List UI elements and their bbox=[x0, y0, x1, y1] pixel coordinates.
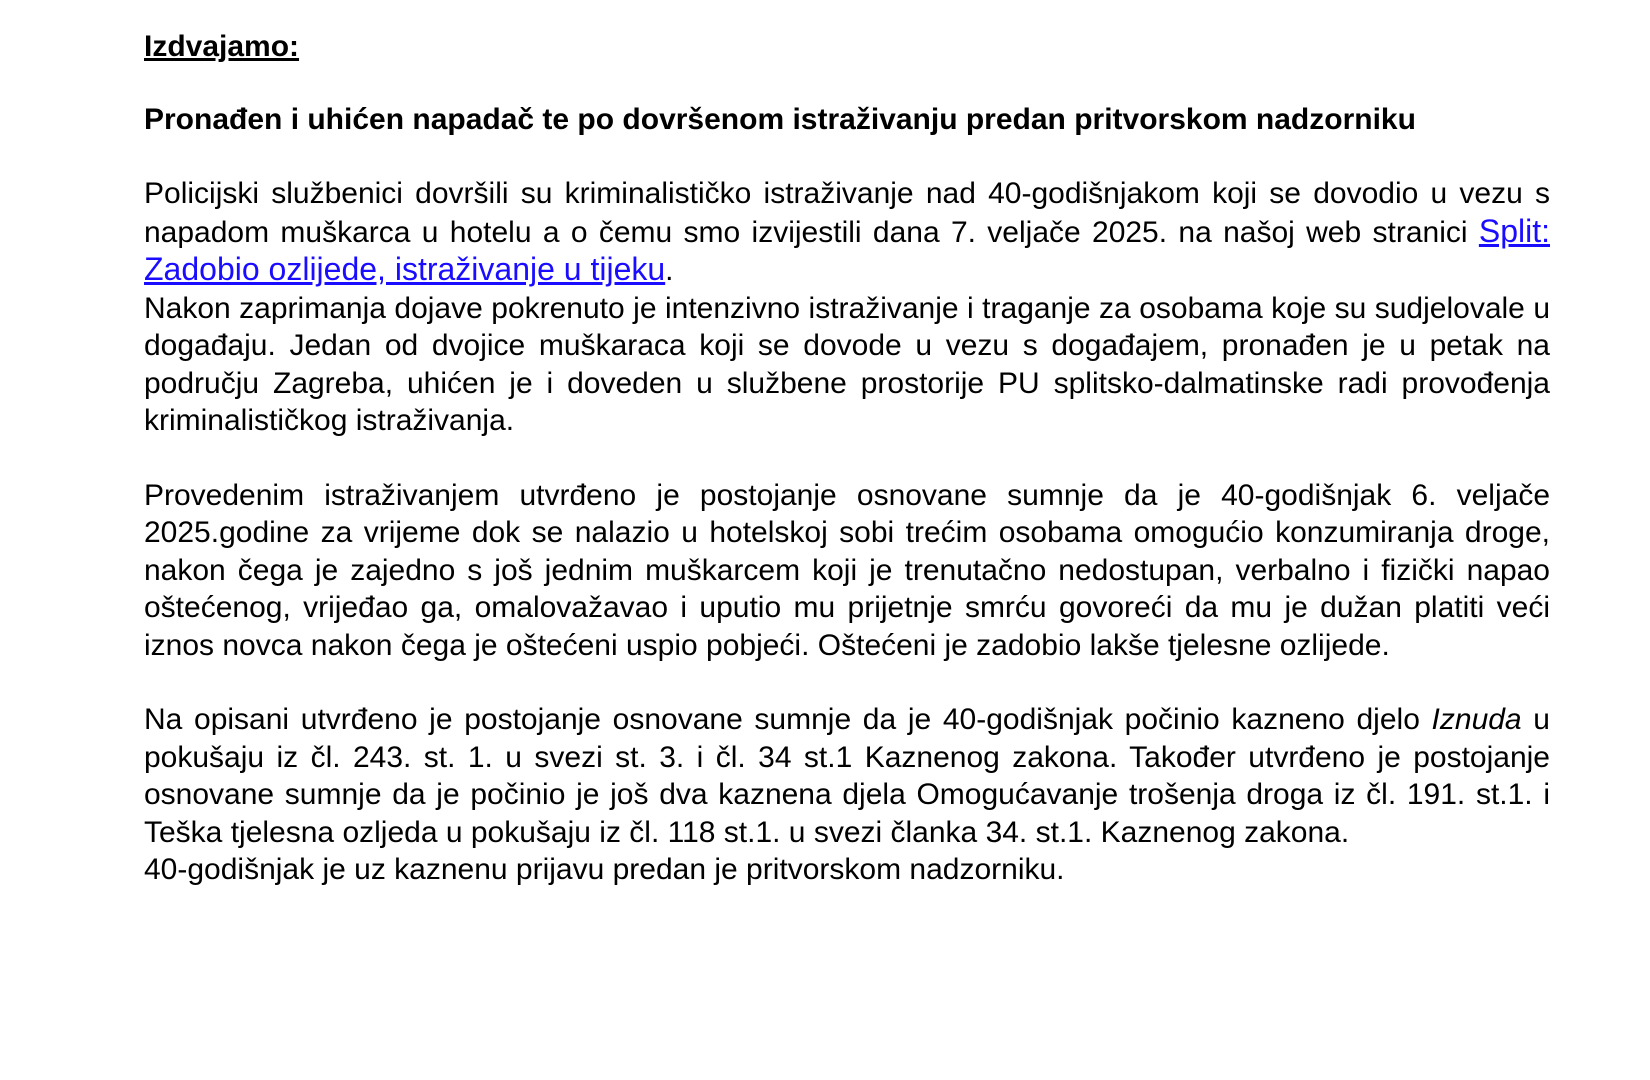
paragraph-spacer bbox=[144, 440, 1550, 477]
paragraph-intro-text: Policijski službenici dovršili su kriminalističko istraživanje nad 40-godišnjakom koji se dovodio u vezu s napadom muškarca u hotelu a o čemu smo izvijestili dana 7. veljače 2025. na našoj web stranici bbox=[144, 177, 1550, 249]
document-page bbox=[144, 28, 1550, 889]
paragraph-custody: 40-godišnjak je uz kaznenu prijavu predan je pritvorskom nadzorniku. bbox=[144, 853, 1065, 886]
article-link[interactable]: Split: Zadobio ozlijede, istraživanje u tijeku bbox=[144, 212, 1550, 287]
paragraph-intro bbox=[144, 175, 1550, 290]
paragraph-spacer bbox=[144, 664, 1550, 701]
paragraph-investigation: Nakon zaprimanja dojave pokrenuto je intenzivno istraživanje i traganje za osobama koje su sudjelovale u događaju. Jedan od dvojice muškaraca koji se dovode u vezu s događajem, pronađen je u petak na području Zagreba, uhićen je i doveden u službene prostorije PU splitsko-dalmatinske radi provođenja kriminalističkog istraživanja. bbox=[144, 291, 1550, 437]
offense-name: Iznuda bbox=[1431, 703, 1522, 736]
paragraph-charges bbox=[144, 701, 1550, 851]
section-heading: Izdvajamo: bbox=[144, 30, 300, 63]
article-title: Pronađen i uhićen napadač te po dovršenom istraživanju predan pritvorskom nadzorniku bbox=[144, 103, 1416, 136]
paragraph-findings: Provedenim istraživanjem utvrđeno je postojanje osnovane sumnje da je 40-godišnjak 6. veljače 2025.godine za vrijeme dok se nalazio u hotelskoj sobi trećim osobama omogućio konzumiranja droge, nakon čega je zajedno s još jednim muškarcem koji je trenutačno nedostupan, verbalno i fizički napao oštećenog, vrijeđao ga, omalovažavao i uputio mu prijetnje smrću govoreći da mu je dužan platiti veći iznos novca nakon čega je oštećeni uspio pobjeći. Oštećeni je zadobio lakše tjelesne ozlijede. bbox=[144, 478, 1550, 662]
paragraph-charges-rest: u pokušaju iz čl. 243. st. 1. u svezi st. 3. i čl. 34 st.1 Kaznenog zakona. Također utvrđeno je postojanje osnovane sumnje da je počinio je još dva kaznena djela Omogućavanje trošenja droga iz čl. 191. st.1. i Teška tjelesna ozljeda u pokušaju iz čl. 118 st.1. u svezi članka 34. st.1. Kaznenog zakona. bbox=[144, 703, 1550, 849]
paragraph-intro-end: . bbox=[665, 254, 674, 287]
paragraph-charges-start: Na opisani utvrđeno je postojanje osnovane sumnje da je 40-godišnjak počinio kazneno djelo bbox=[144, 703, 1432, 736]
